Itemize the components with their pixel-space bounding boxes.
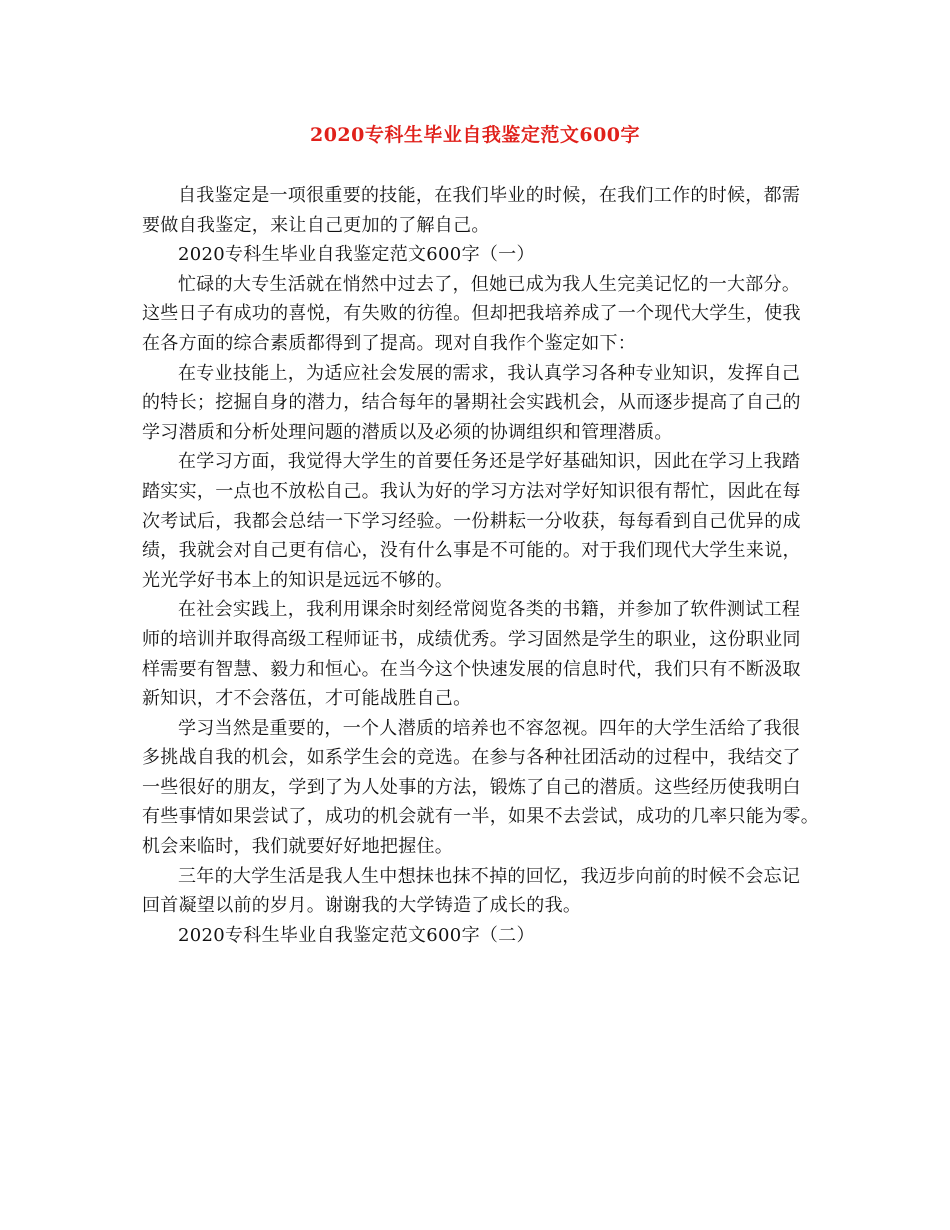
- text-line: 绩，我就会对自己更有信心，没有什么事是不可能的。对于我们现代大学生来说，: [142, 540, 801, 562]
- text-line: 自我鉴定是一项很重要的技能，在我们毕业的时候，在我们工作的时候，都需: [178, 185, 801, 206]
- text-line: 次考试后，我都会总结一下学习经验。一份耕耘一分收获，每每看到自己优异的成: [142, 510, 801, 532]
- paragraph: [142, 921, 818, 951]
- text-line: 这些日子有成功的喜悦，有失败的彷徨。但却把我培养成了一个现代大学生，使我: [142, 303, 801, 325]
- text-line: 在学习方面，我觉得大学生的首要任务还是学好基础知识，因此在学习上我踏: [178, 451, 801, 473]
- text-line: 光光学好书本上的知识是远远不够的。: [142, 569, 454, 591]
- text-line: 多挑战自我的机会，如系学生会的竞选。在参与各种社团活动的过程中，我结交了: [142, 747, 801, 769]
- text-line: 新知识，才不会落伍，才可能战胜自己。: [142, 688, 472, 710]
- paragraph: [142, 270, 818, 359]
- paragraph: [142, 359, 818, 448]
- paragraph: [142, 714, 818, 862]
- paragraph: [142, 595, 818, 713]
- text-line: 踏实实，一点也不放松自己。我认为好的学习方法对学好知识很有帮忙，因此在每: [142, 480, 801, 502]
- text-line: 学习当然是重要的，一个人潜质的培养也不容忽视。四年的大学生活给了我很: [178, 717, 801, 739]
- text-line: 在各方面的综合素质都得到了提高。现对自我作个鉴定如下：: [142, 332, 637, 354]
- text-line: 2020专科生毕业自我鉴定范文600字（二）: [178, 924, 535, 946]
- document-body: [142, 181, 818, 950]
- paragraph: [142, 181, 818, 240]
- text-line: 在专业技能上，为适应社会发展的需求，我认真学习各种专业知识，发挥自己: [178, 362, 801, 384]
- text-line: 师的培训并取得高级工程师证书，成绩优秀。学习固然是学生的职业，这份职业同: [142, 628, 801, 650]
- document-title: 2020专科生毕业自我鉴定范文600字: [309, 124, 641, 146]
- paragraph: [142, 240, 818, 270]
- text-line: 一些很好的朋友，学到了为人处事的方法，锻炼了自己的潜质。这些经历使我明白: [142, 776, 801, 798]
- text-line: 的特长；挖掘自身的潜力，结合每年的暑期社会实践机会，从而逐步提高了自己的: [142, 392, 801, 414]
- paragraph: [142, 447, 818, 595]
- text-line: 样需要有智慧、毅力和恒心。在当今这个快速发展的信息时代，我们只有不断汲取: [142, 658, 801, 680]
- text-line: 在社会实践上，我利用课余时刻经常阅览各类的书籍，并参加了软件测试工程: [178, 599, 801, 621]
- text-line: 有些事情如果尝试了，成功的机会就有一半，如果不去尝试，成功的几率只能为零。: [142, 806, 820, 828]
- text-line: 2020专科生毕业自我鉴定范文600字（一）: [178, 244, 535, 266]
- text-line: 学习潜质和分析处理问题的潜质以及必须的协调组织和管理潜质。: [142, 421, 673, 443]
- text-line: 忙碌的大专生活就在悄然中过去了，但她已成为我人生完美记忆的一大部分。: [178, 273, 801, 295]
- text-line: 要做自我鉴定，来让自己更加的了解自己。: [142, 214, 490, 236]
- text-line: 机会来临时，我们就要好好地把握住。: [142, 836, 454, 858]
- text-line: 三年的大学生活是我人生中想抹也抹不掉的回忆，我迈步向前的时候不会忘记: [178, 865, 801, 887]
- paragraph: [142, 862, 818, 921]
- text-line: 回首凝望以前的岁月。谢谢我的大学铸造了成长的我。: [142, 895, 582, 917]
